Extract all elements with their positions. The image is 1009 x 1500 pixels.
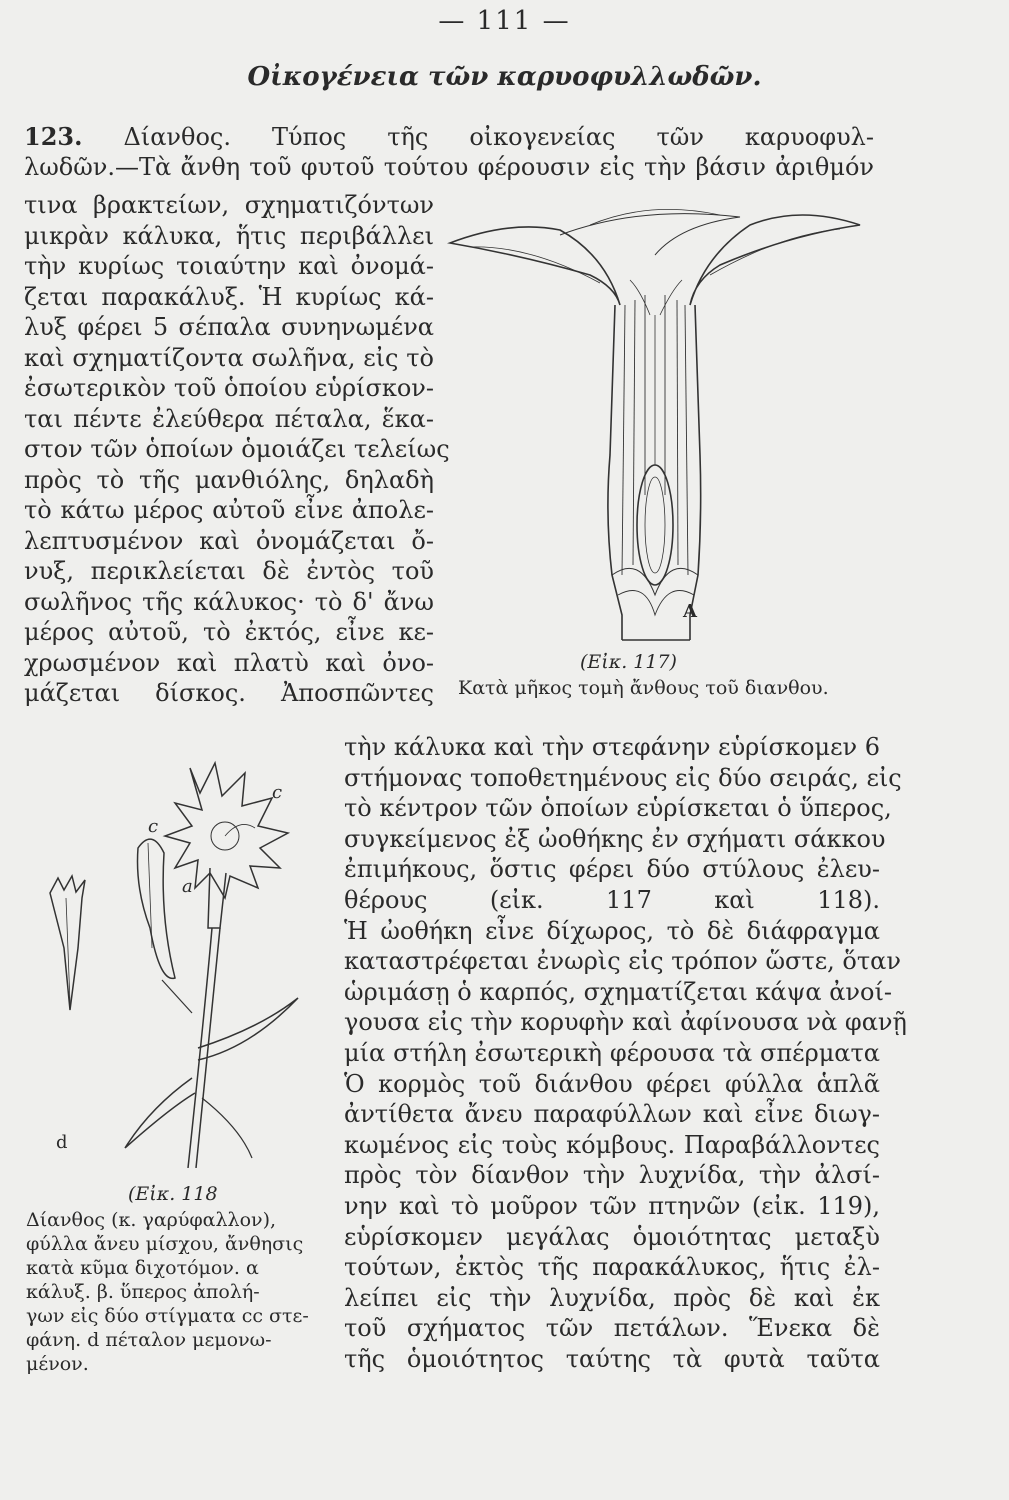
text-line: τὸ κάτω μέρος αὐτοῦ εἶνε ἀπολε- bbox=[24, 496, 434, 524]
chapter-heading: Οἰκογένεια τῶν καρυοφυλλωδῶν. bbox=[247, 62, 762, 92]
text-line: πρὸς τὸ τῆς μανθιόλης, δηλαδὴ bbox=[24, 465, 434, 494]
text-line: γουσα εἰς τὴν κορυφὴν καὶ ἀφίνουσα νὰ φανῇ bbox=[344, 1008, 907, 1037]
page-number: — 111 — bbox=[438, 6, 571, 36]
text-line: ζεται παρακάλυξ. Ἡ κυρίως κά- bbox=[24, 282, 434, 311]
text-line: λυξ φέρει 5 σέπαλα συνηνωμένα bbox=[24, 313, 434, 341]
text-line: νυξ, περικλείεται δὲ ἐντὸς τοῦ bbox=[24, 557, 434, 585]
text-line: νην καὶ τὸ μοῦρον τῶν πτηνῶν (εἰκ. 119), bbox=[344, 1192, 880, 1220]
text-line: μέρος αὐτοῦ, τὸ ἐκτός, εἶνε κε- bbox=[24, 618, 434, 646]
text-line: ἐπιμήκους, ὅστις φέρει δύο στύλους ἐλευ- bbox=[344, 855, 880, 884]
caption-line: μένον. bbox=[26, 1353, 89, 1375]
text-line: μάζεται δίσκος. Ἀποσπῶντες bbox=[24, 679, 434, 707]
section-first-line bbox=[24, 122, 874, 152]
figure-117-letter: A bbox=[683, 601, 697, 622]
caption-line: Δίανθος (κ. γαρύφαλλον), bbox=[26, 1209, 277, 1231]
text-line: τινα βρακτείων, σχηματιζόντων bbox=[24, 191, 434, 219]
text-line: τῆς ὁμοιότητος ταύτης τὰ φυτὰ ταῦτα bbox=[344, 1345, 880, 1373]
figure-118-number: (Εἰκ. 118 bbox=[128, 1183, 218, 1205]
text-line: λωδῶν.—Τὰ ἄνθη τοῦ φυτοῦ τούτου φέρουσιν εἰς τὴν βάσιν ἀριθμόν bbox=[24, 153, 874, 181]
text-line: τοῦ σχήματος τῶν πετάλων. Ἕνεκα δὲ bbox=[344, 1314, 880, 1343]
text-line: κωμένος εἰς τοὺς κόμβους. Παραβάλλοντες bbox=[344, 1130, 880, 1159]
text-line: στήμονας τοποθετημένους εἰς δύο σειράς, εἰς bbox=[344, 763, 902, 792]
text-line: καταστρέφεται ἐνωρὶς εἰς τρόπον ὥστε, ὅταν bbox=[344, 947, 901, 976]
figure-117-caption: Κατὰ μῆκος τομὴ ἄνθους τοῦ διανθου. bbox=[458, 677, 829, 699]
text-line: στον τῶν ὁποίων ὁμοιάζει τελείως bbox=[24, 435, 450, 463]
figure-118-label-d: d bbox=[56, 1132, 68, 1153]
text-line: τούτων, ἐκτὸς τῆς παρακάλυκος, ἥτις ἐλ- bbox=[344, 1253, 880, 1282]
text-line: τὸ κέντρον τῶν ὁποίων εὑρίσκεται ὁ ὕπερος, bbox=[344, 794, 892, 823]
text-line: ἀντίθετα ἄνευ παραφύλλων καὶ εἶνε διωγ- bbox=[344, 1100, 880, 1129]
text-line: σωλῆνος τῆς κάλυκος· τὸ δ' ἄνω bbox=[24, 587, 434, 616]
text-line: λείπει εἰς τὴν λυχνίδα, πρὸς δὲ καὶ ἐκ bbox=[344, 1283, 880, 1312]
text-line: τὴν κάλυκα καὶ τὴν στεφάνην εὑρίσκομεν 6 bbox=[344, 733, 881, 761]
text-line: καὶ σχηματίζοντα σωλῆνα, εἰς τὸ bbox=[24, 343, 434, 372]
figure-118-label-c-left: c bbox=[148, 816, 159, 837]
caption-line: γων εἰς δύο στίγματα cc στε- bbox=[26, 1305, 309, 1327]
text-line: εὑρίσκομεν μεγάλας ὁμοιότητας μεταξὺ bbox=[344, 1222, 880, 1251]
figure-118-label-c-top: c bbox=[272, 782, 283, 803]
caption-line: φύλλα ἄνευ μίσχου, ἄνθησις bbox=[26, 1233, 304, 1255]
text-line: ἐσωτερικὸν τοῦ ὁποίου εὑρίσκον- bbox=[24, 374, 434, 402]
caption-line: κατὰ κῦμα διχοτόμον. α bbox=[26, 1257, 259, 1279]
text-line: ται πέντε ἐλεύθερα πέταλα, ἕκα- bbox=[24, 404, 434, 433]
text-line: μία στήλη ἐσωτερικὴ φέρουσα τὰ σπέρματα bbox=[344, 1039, 880, 1067]
figure-117-number: (Εἰκ. 117) bbox=[580, 651, 677, 673]
caption-line: κάλυξ. β. ὕπερος ἀπολή- bbox=[26, 1281, 260, 1303]
text-line: λεπτυσμένον καὶ ὀνομάζεται ὄ- bbox=[24, 526, 434, 555]
figure-118-illustration bbox=[30, 748, 330, 1168]
text-line: ὡριμάσῃ ὁ καρπός, σχηματίζεται κάψα ἀνοί- bbox=[344, 977, 892, 1006]
text-line: συγκείμενος ἐξ ὠοθήκης ἐν σχήματι σάκκου bbox=[344, 824, 886, 853]
text-line: θέρους (εἰκ. 117 καὶ 118). bbox=[344, 886, 880, 914]
text-line: τὴν κυρίως τοιαύτην καὶ ὀνομά- bbox=[24, 252, 434, 280]
section-title: Δίανθος. Τύπος τῆς οἰκογενείας τῶν καρυοφυλ- bbox=[123, 123, 874, 151]
text-line: Ἡ ὠοθήκη εἶνε δίχωρος, τὸ δὲ διάφραγμα bbox=[344, 916, 880, 945]
text-line: χρωσμένον καὶ πλατὺ καὶ ὀνο- bbox=[24, 648, 434, 677]
text-line: μικρὰν κάλυκα, ἥτις περιβάλλει bbox=[24, 221, 434, 250]
text-line: Ὁ κορμὸς τοῦ διάνθου φέρει φύλλα ἁπλᾶ bbox=[344, 1069, 880, 1098]
caption-line: φάνη. d πέταλον μεμονω- bbox=[26, 1329, 272, 1351]
section-number: 123. bbox=[24, 122, 83, 151]
figure-118-label-a: a bbox=[182, 876, 193, 897]
figure-117-illustration bbox=[440, 195, 870, 645]
text-line: πρὸς τὸν δίανθον τὴν λυχνίδα, τὴν ἀλσί- bbox=[344, 1161, 880, 1190]
